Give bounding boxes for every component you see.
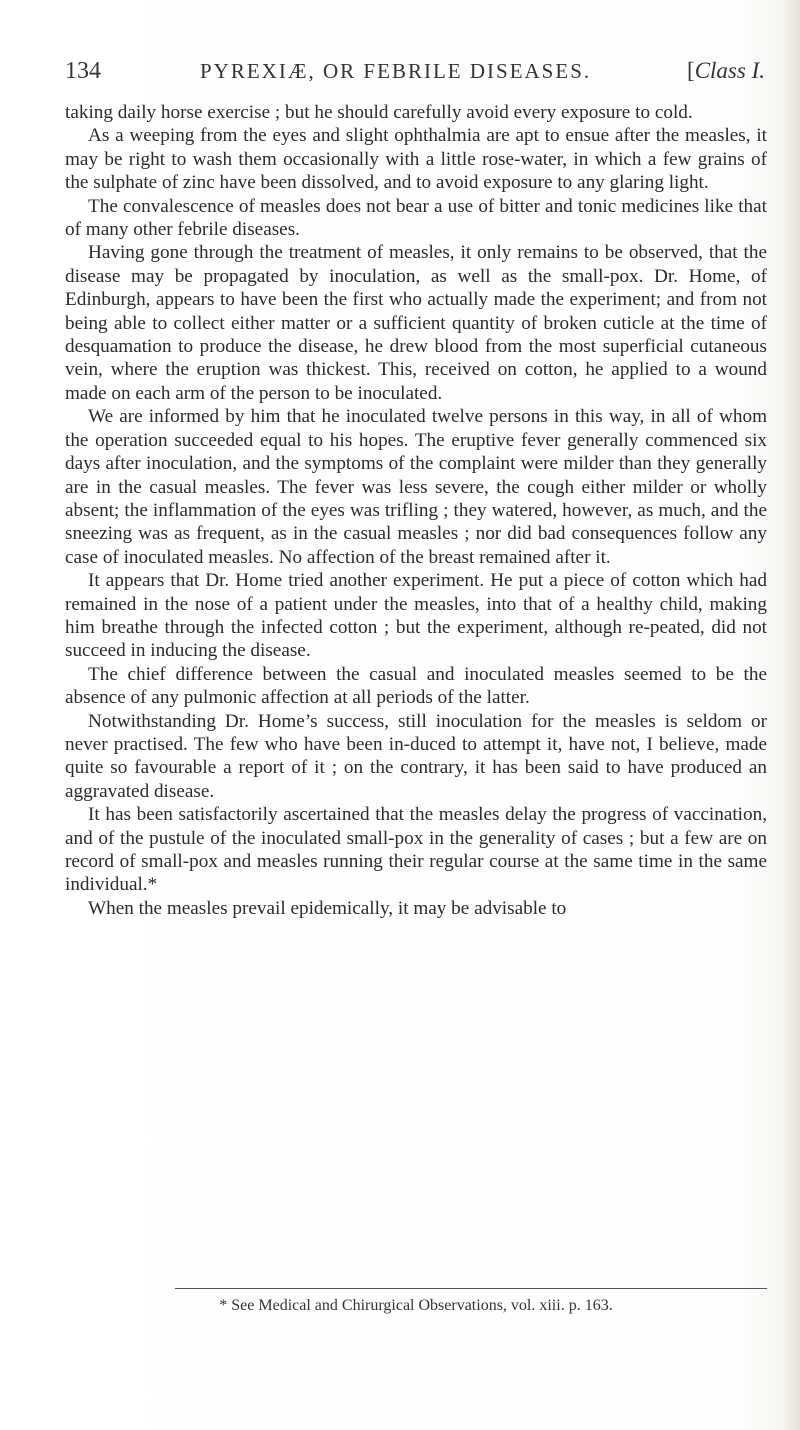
paragraph: We are informed by him that he inoculated twelve persons in this way, in all of whom the operation succeeded equal to his hopes. The eruptive fever generally commenced six days after inoculation, and the symptoms of the complaint were milder than they generally are in the casual measles. The fever was less severe, the cough either milder or wholly absent; the inflammation of the eyes was trifling ; they watered, however, as much, and the sneezing was as frequent, as in the casual measles ; nor did bad consequences follow any case of inoculated measles. No affection of the breast remained after it.	[65, 406, 767, 568]
footnote: * See Medical and Chirurgical Observations, vol. xiii. p. 163.	[219, 1297, 613, 1314]
page-header	[65, 58, 765, 92]
paragraph: Notwithstanding Dr. Home’s success, still inoculation for the measles is seldom or never practised. The few who have been in-duced to attempt it, have not, I believe, made quite so favourable a report of it ; on the contrary, it has been said to have produced an aggravated disease.	[65, 710, 767, 802]
page-edge-shadow	[782, 0, 800, 1430]
paragraph: The convalescence of measles does not bear a use of bitter and tonic medicines like that of many other febrile diseases.	[65, 195, 767, 241]
class-label	[687, 58, 765, 84]
body-text	[65, 101, 767, 920]
class-label-text: Class I.	[694, 58, 765, 83]
footnote-rule	[175, 1288, 767, 1289]
paragraph-continuation: taking daily horse exercise ; but he should carefully avoid every exposure to cold.	[65, 102, 693, 123]
paragraph: As a weeping from the eyes and slight ophthalmia are apt to ensue after the measles, it may be right to wash them occasionally with a little rose-water, in which a few grains of the sulphate of zinc have been dissolved, and to avoid exposure to any glaring light.	[65, 125, 767, 194]
paragraph: When the measles prevail epidemically, it may be advisable to	[88, 897, 567, 919]
paragraph: It has been satisfactorily ascertained that the measles delay the progress of vaccination, and of the pustule of the inoculated small-pox in the generality of cases ; but a few are on record of small-pox and measles running their regular course at the same time in the same individual.*	[65, 804, 767, 896]
paragraph: Having gone through the treatment of measles, it only remains to be observed, that the disease may be propagated by inoculation, as well as the small-pox. Dr. Home, of Edinburgh, appears to have been the first who actually made the experiment; and from not being able to collect either matter or a sufficient quantity of broken cuticle at the time of desquamation to produce the disease, he drew blood from the most superficial cutaneous vein, where the eruption was thickest. This, received on cotton, he applied to a wound made on each arm of the person to be inoculated.	[65, 242, 767, 404]
paragraph: It appears that Dr. Home tried another experiment. He put a piece of cotton which had remained in the nose of a patient under the measles, into that of a healthy child, making him breathe through the infected cotton ; but the experiment, although re-peated, did not succeed in inducing the disease.	[65, 570, 767, 662]
class-bracket: [	[687, 58, 695, 83]
running-title: PYREXIÆ, OR FEBRILE DISEASES.	[200, 59, 592, 83]
paragraph: The chief difference between the casual and inoculated measles seemed to be the absence of any pulmonic affection at all periods of the latter.	[65, 663, 767, 709]
page-number: 134	[65, 58, 101, 84]
